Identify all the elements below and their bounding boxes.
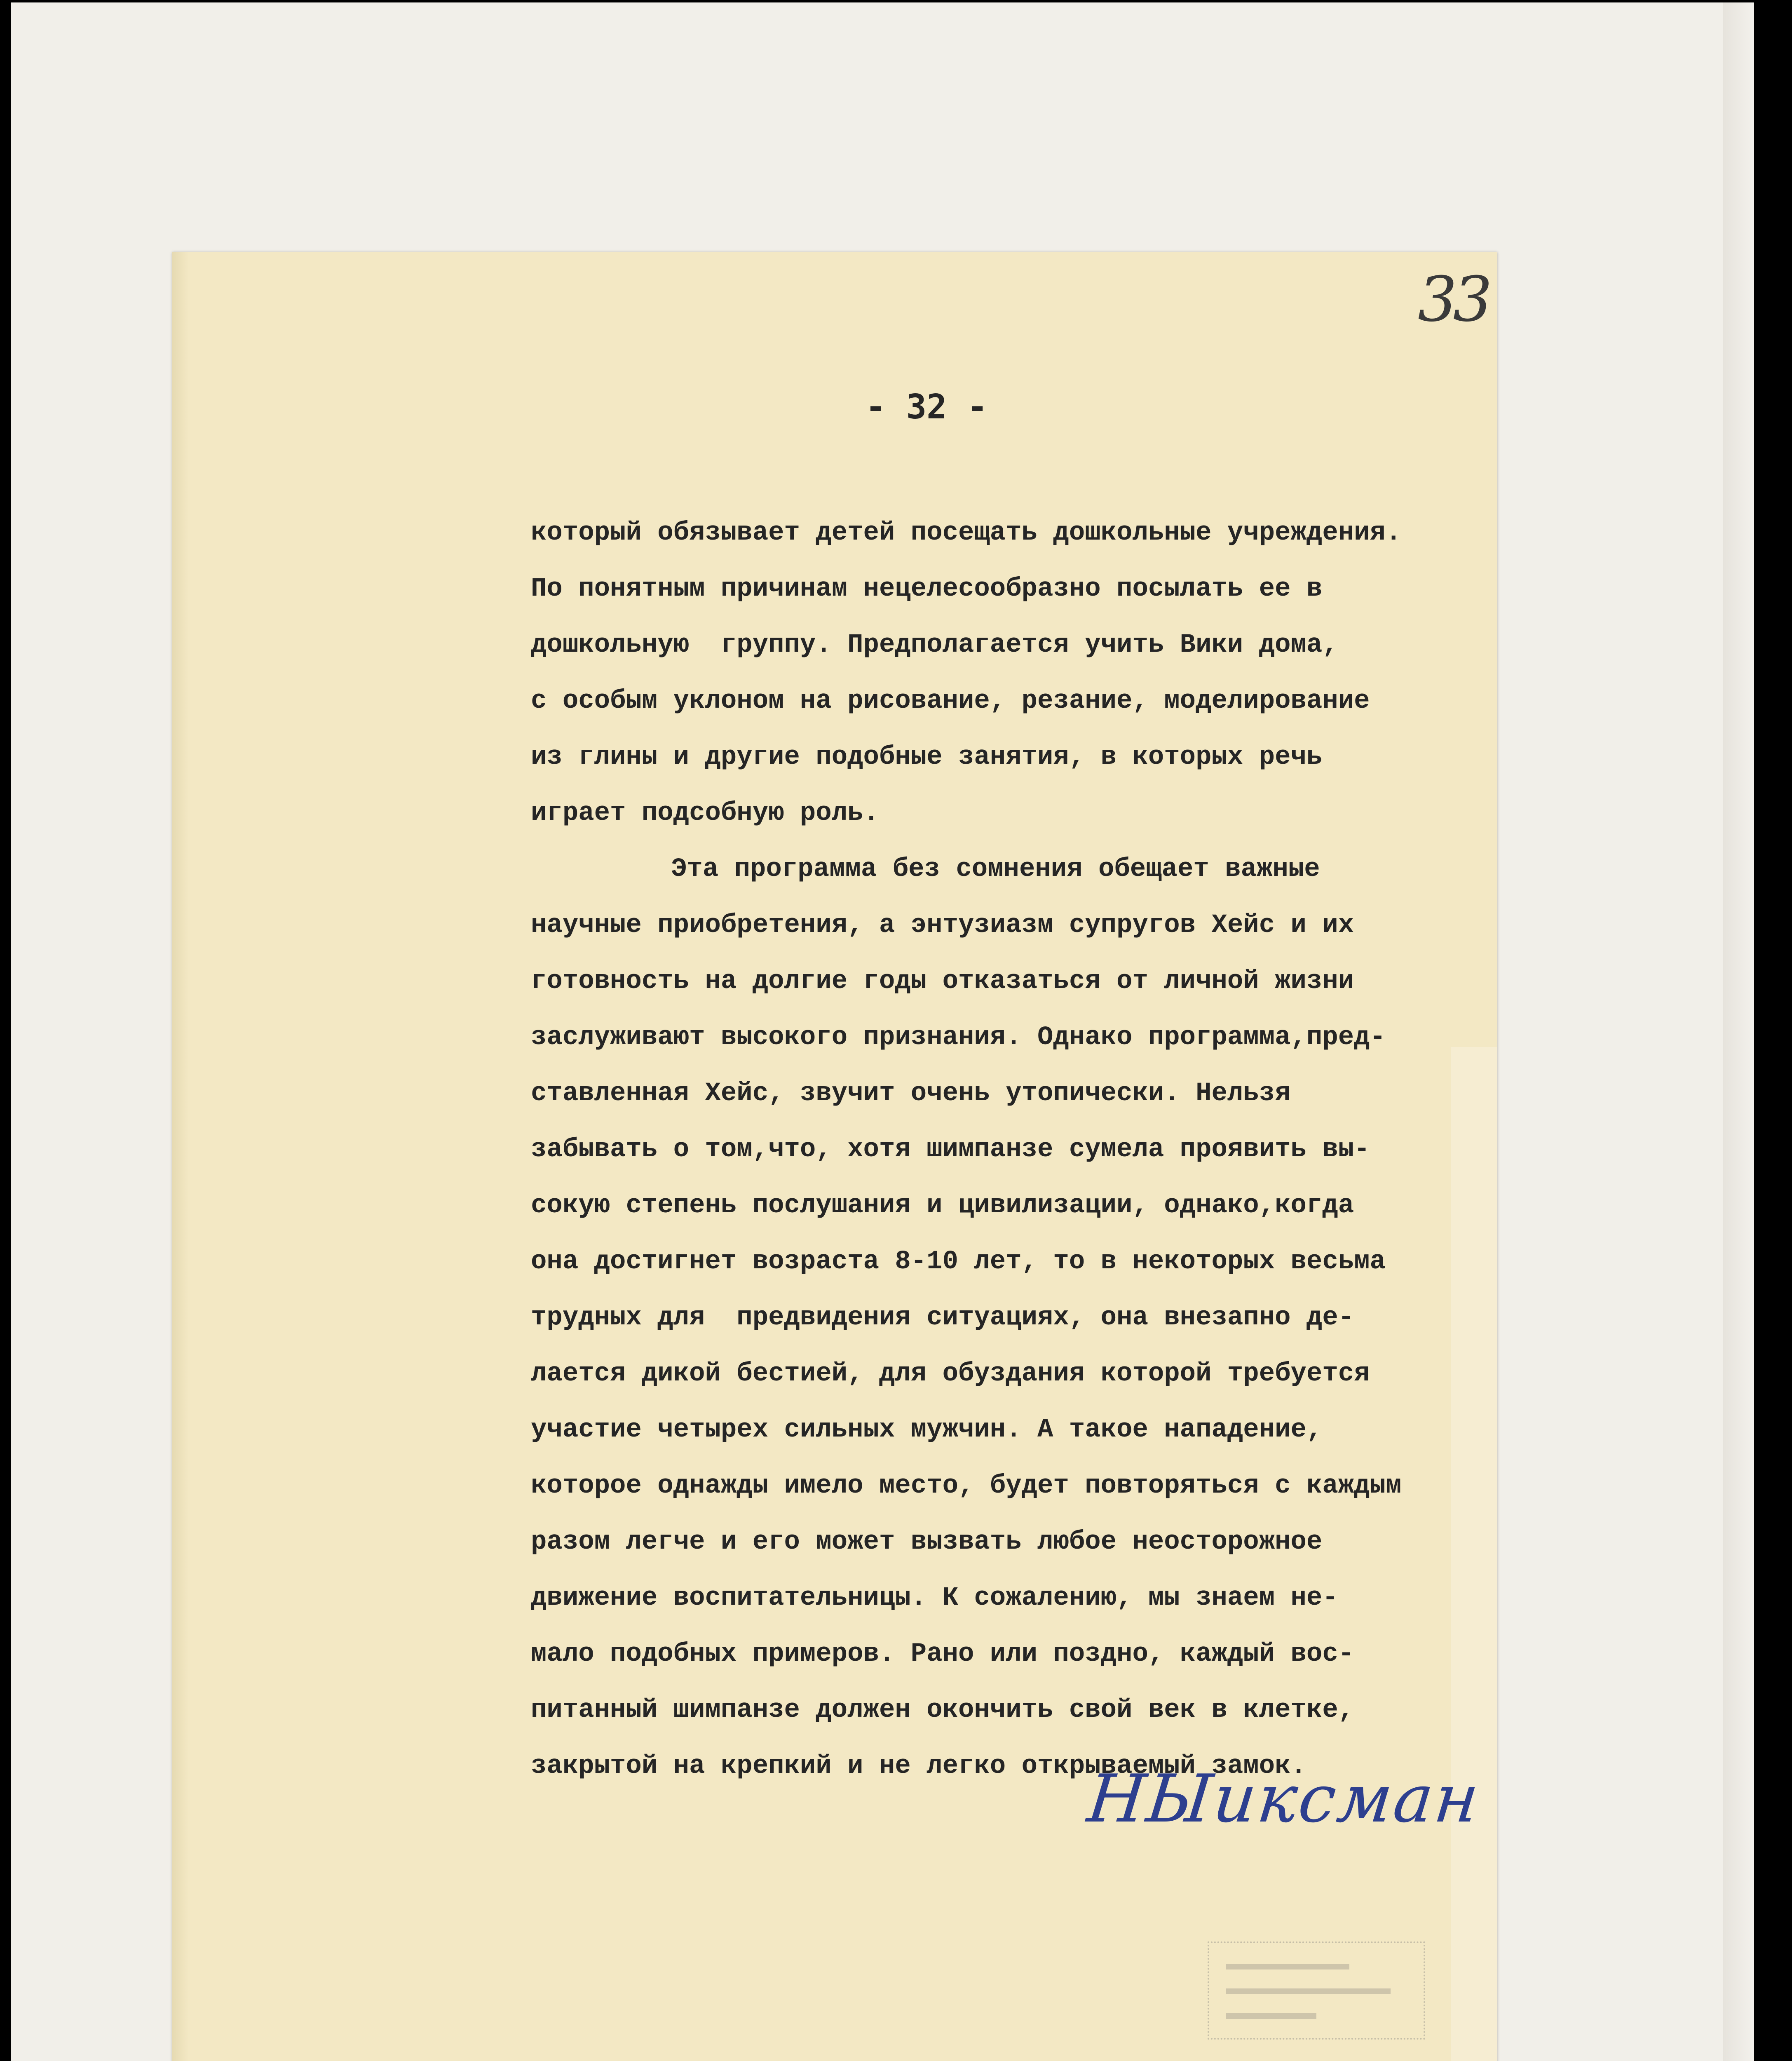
text-line: лается дикой бестией, для обуздания которой требуется xyxy=(531,1359,1370,1389)
text-line: который обязывает детей посещать дошкольные учреждения. xyxy=(531,518,1402,548)
text-line: играет подсобную роль. xyxy=(531,798,879,828)
text-line: заслуживают высокого признания. Однако программа,пред- xyxy=(531,1023,1386,1052)
stamp-mark xyxy=(1226,1964,1349,1969)
text-line: мало подобных примеров. Рано или поздно, каждый вос- xyxy=(531,1639,1354,1669)
page-shadow-edge xyxy=(172,252,189,2061)
text-line: По понятным причинам нецелесообразно посылать ее в xyxy=(531,574,1323,604)
stamp-mark xyxy=(1226,2013,1316,2019)
text-line: с особым уклоном на рисование, резание, моделирование xyxy=(531,686,1370,716)
text-line: она достигнет возраста 8-10 лет, то в некоторых весьма xyxy=(531,1247,1386,1277)
page-number: - 32 - xyxy=(866,387,988,427)
handwritten-folio-number: 33 xyxy=(1418,264,1488,336)
text-line: закрытой на крепкий и не легко открываемый замок. xyxy=(531,1751,1306,1781)
text-line: участие четырех сильных мужчин. А такое нападение, xyxy=(531,1415,1323,1445)
paragraph-start-line: Эта программа без сомнения обещает важные xyxy=(671,854,1320,884)
backing-sheet-edge xyxy=(1723,2,1754,2061)
text-line: которое однажды имело место, будет повторяться с каждым xyxy=(531,1471,1402,1501)
text-line: забывать о том,что, хотя шимпанзе сумела проявить вы- xyxy=(531,1135,1370,1164)
text-line: разом легче и его может вызвать любое неосторожное xyxy=(531,1527,1323,1557)
faded-archive-stamp xyxy=(1208,1941,1425,2040)
text-line: движение воспитательницы. К сожалению, мы знаем не- xyxy=(531,1583,1338,1613)
handwritten-signature: НЫиксман xyxy=(1084,1760,1484,1837)
text-line: сокую степень послушания и цивилизации, однако,когда xyxy=(531,1191,1354,1221)
text-line: научные приобретения, а энтузиазм супругов Хейс и их xyxy=(531,911,1354,940)
stamp-mark xyxy=(1226,1988,1391,1994)
text-line: трудных для предвидения ситуациях, она внезапно де- xyxy=(531,1303,1354,1333)
text-line: питанный шимпанзе должен окончить свой век в клетке, xyxy=(531,1695,1354,1725)
typed-body-text xyxy=(531,505,1487,1794)
text-line: готовность на долгие годы отказаться от личной жизни xyxy=(531,967,1354,996)
text-line: дошкольную группу. Предполагается учить Вики дома, xyxy=(531,630,1338,660)
text-line: ставленная Хейс, звучит очень утопически. Нельзя xyxy=(531,1079,1291,1108)
text-line: из глины и другие подобные занятия, в которых речь xyxy=(531,742,1323,772)
